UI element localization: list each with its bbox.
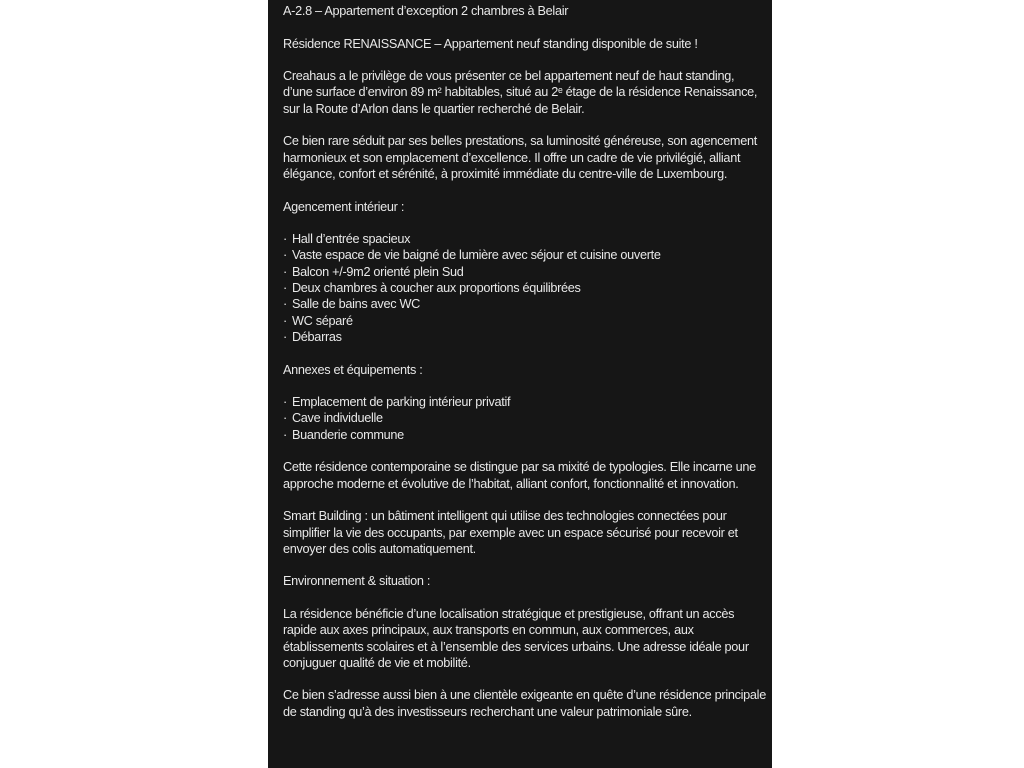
listing-title: A-2.8 – Appartement d’exception 2 chambres à Belair bbox=[283, 4, 569, 18]
highlights-paragraph: Ce bien rare séduit par ses belles prestations, sa luminosité généreuse, son agencement harmonieux et son emplacement d’excellence. Il offre un cadre de vie privilégié, alliant élégance, confort et sérénité, à proximité immédiate du centre-ville de Luxembourg. bbox=[283, 134, 757, 181]
interior-heading: Agencement intérieur : bbox=[283, 199, 405, 214]
environment-heading: Environnement & situation : bbox=[283, 574, 431, 589]
list-item-text: Vaste espace de vie baigné de lumière avec séjour et cuisine ouverte bbox=[291, 248, 661, 263]
list-item-text: Cave individuelle bbox=[291, 411, 383, 426]
list-item bbox=[283, 280, 766, 296]
list-item-text: Hall d’entrée spacieux bbox=[291, 232, 411, 247]
audience-paragraph: Ce bien s’adresse aussi bien à une clientèle exigeante en quête d’une résidence principale de standing qu’à des investisseurs recherchant une valeur patrimoniale sûre. bbox=[283, 688, 766, 719]
list-item-text: Balcon +/-9m2 orienté plein Sud bbox=[291, 264, 464, 279]
interior-list bbox=[283, 231, 766, 345]
bullet-icon: · bbox=[283, 427, 287, 442]
smart-building-paragraph: Smart Building : un bâtiment intelligent qui utilise des technologies connectées pour simplifier la vie des occupants, par exemple avec un espace sécurisé pour recevoir et envoyer des colis automatiquement. bbox=[283, 509, 738, 556]
intro-paragraph: Creahaus a le privilège de vous présenter ce bel appartement neuf de haut standing, d’une surface d’environ 89 m² habitables, situé au 2ᵉ étage de la résidence Renaissance, sur la Route d’Arlon dans le quartier recherché de Belair. bbox=[283, 69, 758, 116]
list-item bbox=[283, 247, 766, 263]
list-item bbox=[283, 394, 766, 410]
list-item-text: Emplacement de parking intérieur privatif bbox=[291, 395, 511, 410]
list-item bbox=[283, 296, 766, 312]
list-item-text: Débarras bbox=[291, 329, 342, 344]
listing-description-panel bbox=[268, 0, 772, 768]
list-item bbox=[283, 231, 766, 247]
bullet-icon: · bbox=[283, 313, 287, 328]
list-item-text: Buanderie commune bbox=[291, 427, 404, 442]
list-item bbox=[283, 410, 766, 426]
bullet-icon: · bbox=[283, 395, 287, 410]
bullet-icon: · bbox=[283, 329, 287, 344]
bullet-icon: · bbox=[283, 248, 287, 263]
list-item bbox=[283, 427, 766, 443]
annexes-heading: Annexes et équipements : bbox=[283, 362, 423, 377]
bullet-icon: · bbox=[283, 232, 287, 247]
list-item bbox=[283, 264, 766, 280]
list-item bbox=[283, 313, 766, 329]
bullet-icon: · bbox=[283, 297, 287, 312]
annexes-list bbox=[283, 394, 766, 443]
list-item bbox=[283, 329, 766, 345]
residence-paragraph: Cette résidence contemporaine se distingue par sa mixité de typologies. Elle incarne une approche moderne et évolutive de l’habitat, alliant confort, fonctionnalité et innovation. bbox=[283, 460, 756, 491]
listing-subtitle: Résidence RENAISSANCE – Appartement neuf standing disponible de suite ! bbox=[283, 36, 698, 51]
location-paragraph: La résidence bénéficie d’une localisation stratégique et prestigieuse, offrant un accès rapide aux axes principaux, aux transports en commun, aux commerces, aux établissements scolaires et à l’ensemble des services urbains. Une adresse idéale pour conjuguer qualité de vie et mobilité. bbox=[283, 606, 749, 670]
bullet-icon: · bbox=[283, 264, 287, 279]
bullet-icon: · bbox=[283, 411, 287, 426]
list-item-text: Salle de bains avec WC bbox=[291, 297, 421, 312]
bullet-icon: · bbox=[283, 281, 287, 296]
list-item-text: WC séparé bbox=[291, 313, 353, 328]
list-item-text: Deux chambres à coucher aux proportions équilibrées bbox=[291, 281, 581, 296]
